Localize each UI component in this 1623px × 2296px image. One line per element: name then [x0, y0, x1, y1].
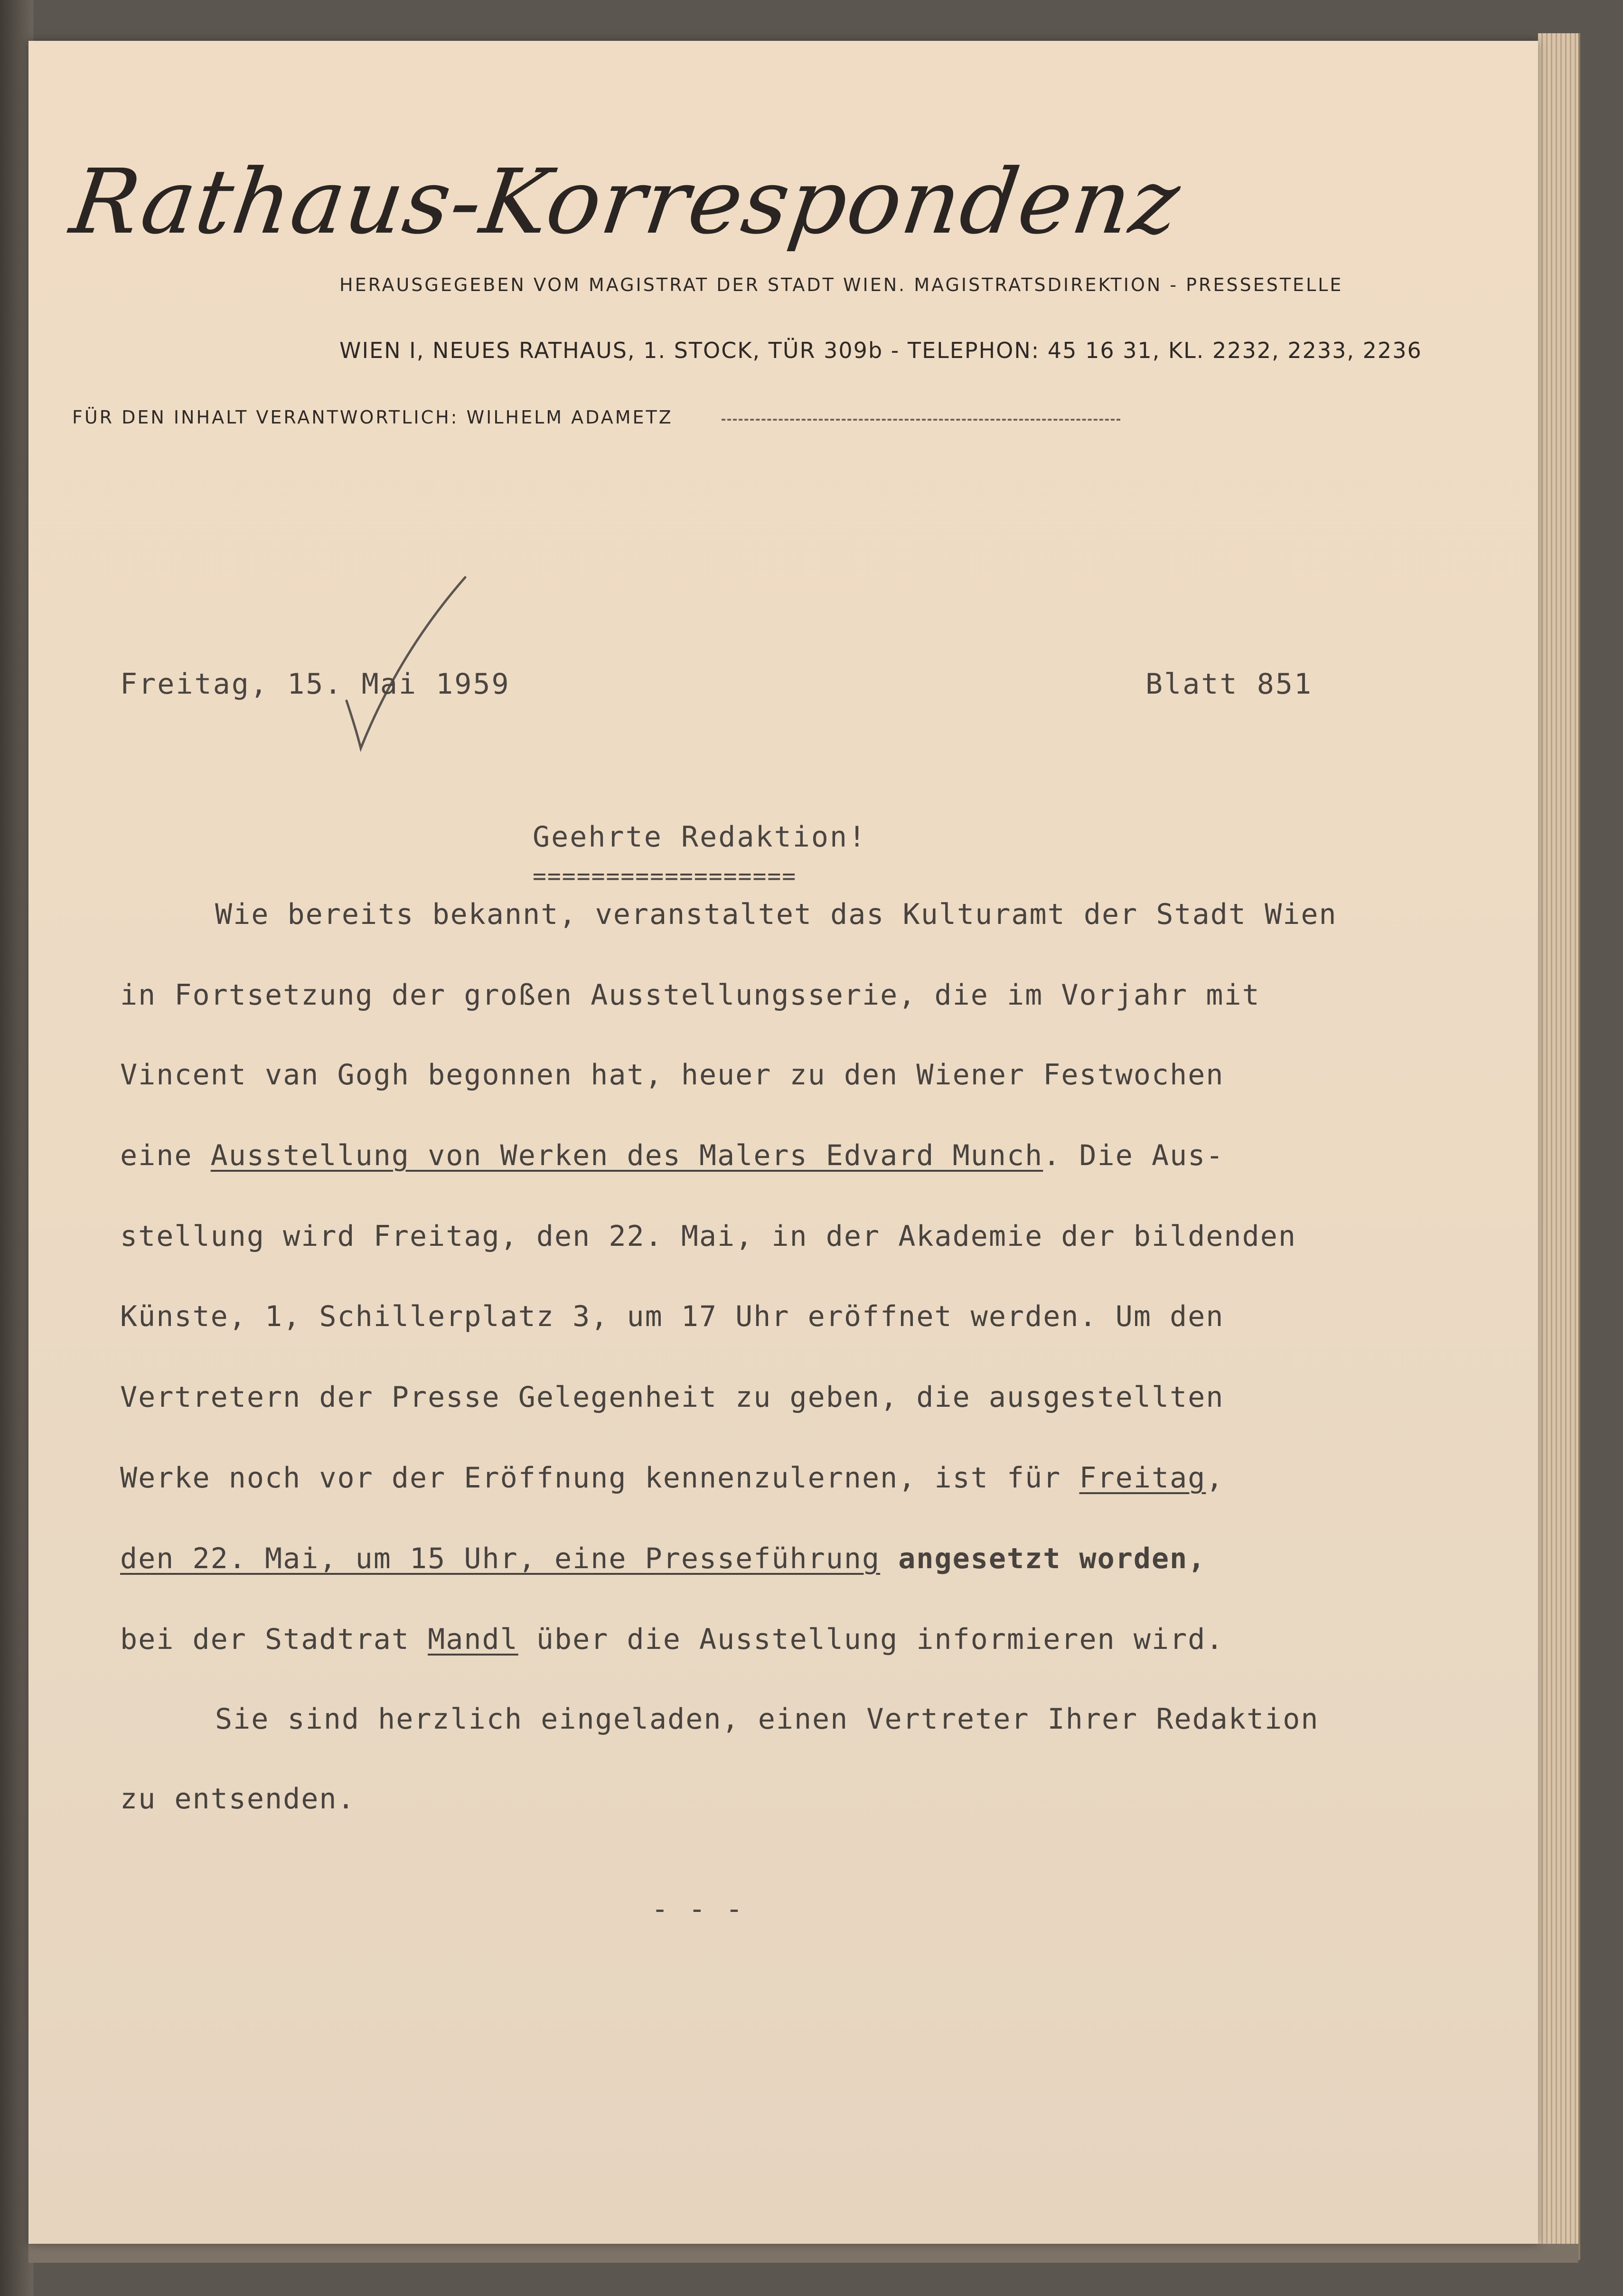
body-line-4: eine Ausstellung von Werken des Malers Edvard Munch. Die Aus-	[120, 1139, 1224, 1172]
page-edges	[1538, 33, 1580, 2260]
greeting-underline: ==================	[533, 863, 797, 890]
document-page	[28, 41, 1538, 2244]
underlined-exhibition: Ausstellung von Werken des Malers Edvard Munch	[210, 1139, 1043, 1172]
body-line-1: Wie bereits bekannt, veranstaltet das Kulturamt der Stadt Wien	[215, 898, 1337, 931]
underlined-mandl: Mandl	[428, 1623, 518, 1656]
body-line-5: stellung wird Freitag, den 22. Mai, in der Akademie der bildenden	[120, 1220, 1296, 1253]
body-line-11: Sie sind herzlich eingeladen, einen Vertreter Ihrer Redaktion	[215, 1703, 1319, 1736]
handwritten-checkmark-icon	[328, 558, 479, 758]
masthead-title: Rathaus-Korrespondenz	[65, 150, 1187, 254]
masthead-publisher: HERAUSGEGEBEN VOM MAGISTRAT DER STADT WIEN. MAGISTRATSDIREKTION - PRESSESTELLE	[339, 274, 1343, 295]
masthead-dash-line	[722, 419, 1120, 421]
page-shadow	[28, 2244, 1578, 2263]
body-line-2: in Fortsetzung der großen Ausstellungsserie, die im Vorjahr mit	[120, 979, 1260, 1012]
greeting: Geehrte Redaktion!	[533, 820, 867, 854]
body-line-12: zu entsenden.	[120, 1782, 356, 1816]
body-line-9: den 22. Mai, um 15 Uhr, eine Presseführung angesetzt worden,	[120, 1542, 1206, 1575]
masthead-responsible: FÜR DEN INHALT VERANTWORTLICH: WILHELM ADAMETZ	[72, 407, 673, 428]
body-line-6: Künste, 1, Schillerplatz 3, um 17 Uhr eröffnet werden. Um den	[120, 1300, 1224, 1333]
sheet-number: Blatt 851	[1145, 668, 1313, 701]
body-line-10: bei der Stadtrat Mandl über die Ausstellung informieren wird.	[120, 1623, 1224, 1656]
body-line-3: Vincent van Gogh begonnen hat, heuer zu den Wiener Festwochen	[120, 1058, 1224, 1092]
letter-date: Freitag, 15. Mai 1959	[120, 668, 510, 701]
masthead-address: WIEN I, NEUES RATHAUS, 1. STOCK, TÜR 309b - TELEPHON: 45 16 31, KL. 2232, 2233, 2236	[339, 338, 1422, 363]
underlined-press-tour: den 22. Mai, um 15 Uhr, eine Presseführung	[120, 1542, 881, 1575]
body-line-7: Vertretern der Presse Gelegenheit zu geben, die ausgestellten	[120, 1381, 1224, 1414]
body-line-8: Werke noch vor der Eröffnung kennenzulernen, ist für Freitag,	[120, 1461, 1224, 1495]
underlined-freitag: Freitag	[1079, 1461, 1206, 1495]
closing-dashes: - - -	[651, 1892, 744, 1926]
